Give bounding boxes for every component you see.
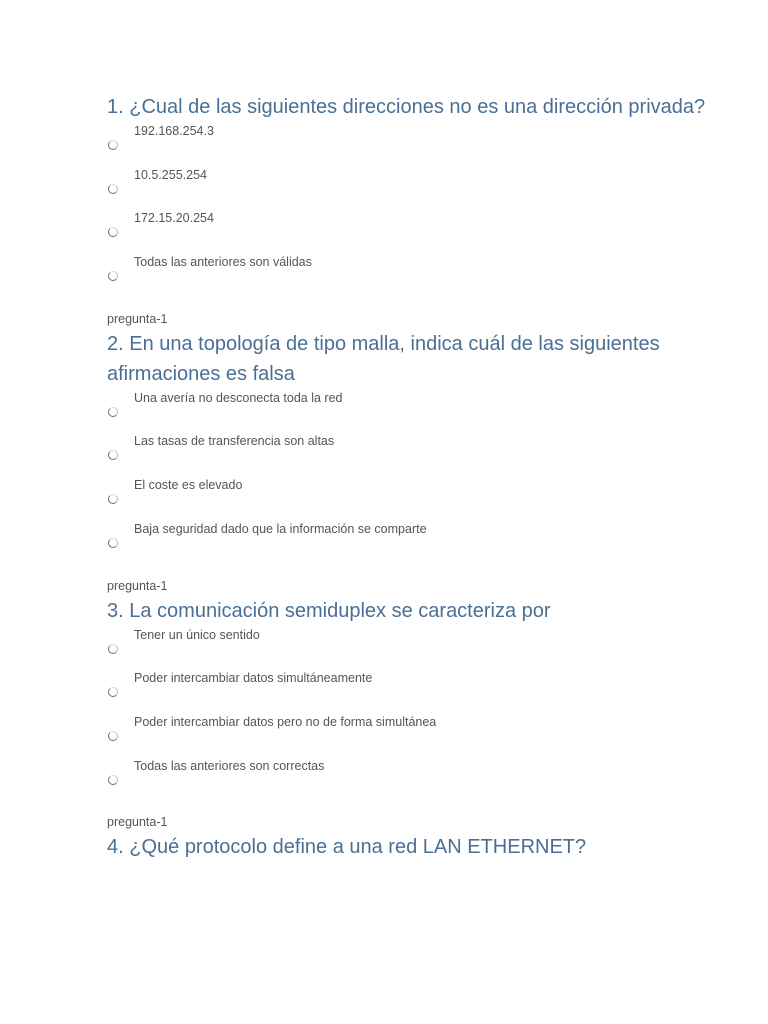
question-tag: pregunta-1	[107, 311, 168, 326]
question-title: 4. ¿Qué protocolo define a una red LAN ETHERNET?	[107, 836, 587, 859]
option-label: Poder intercambiar datos simultáneamente	[134, 671, 373, 686]
question-4	[107, 814, 707, 862]
option-label: 192.168.254.3	[134, 124, 214, 138]
option	[107, 166, 707, 210]
option-label: Todas las anteriores son válidas	[134, 255, 312, 270]
radio-button[interactable]	[108, 538, 118, 548]
option	[107, 209, 707, 253]
question-title: 2. En una topología de tipo malla, indica cuál de las siguientes afirmaciones es falsa	[107, 332, 660, 385]
option	[107, 122, 707, 166]
option	[107, 253, 707, 297]
option-label: Tener un único sentido	[134, 627, 260, 642]
radio-button[interactable]	[108, 731, 118, 741]
question-2	[107, 311, 707, 564]
option	[107, 520, 707, 564]
option-label: 10.5.255.254	[134, 167, 207, 182]
radio-button[interactable]	[108, 775, 118, 785]
option-label: Todas las anteriores son correctas	[134, 758, 325, 773]
option-label: Baja seguridad dado que la información se comparte	[134, 521, 427, 536]
radio-button[interactable]	[108, 407, 118, 417]
radio-button[interactable]	[108, 494, 118, 504]
question-tag: pregunta-1	[107, 578, 168, 593]
radio-button[interactable]	[108, 271, 118, 281]
option	[107, 713, 707, 757]
option-label: Poder intercambiar datos pero no de forma simultánea	[134, 714, 437, 729]
option-label: El coste es elevado	[134, 478, 243, 493]
option	[107, 757, 707, 801]
radio-button[interactable]	[108, 184, 118, 194]
options-list	[107, 389, 707, 564]
radio-button[interactable]	[108, 140, 118, 150]
radio-button[interactable]	[108, 644, 118, 654]
radio-button[interactable]	[108, 450, 118, 460]
question-title: 1. ¿Cual de las siguientes direcciones no es una dirección privada?	[107, 96, 706, 118]
option-label: 172.15.20.254	[134, 211, 214, 226]
option	[107, 389, 707, 433]
radio-button[interactable]	[108, 687, 118, 697]
question-1	[107, 92, 707, 297]
quiz-document	[107, 92, 707, 862]
option	[107, 476, 707, 520]
option	[107, 432, 707, 476]
options-list	[107, 626, 707, 801]
question-tag: pregunta-1	[107, 815, 168, 830]
radio-button[interactable]	[108, 227, 118, 237]
option-label: Las tasas de transferencia son altas	[134, 434, 335, 449]
question-title: 3. La comunicación semiduplex se caracteriza por	[107, 599, 551, 622]
option	[107, 626, 707, 670]
options-list	[107, 122, 707, 297]
question-3	[107, 578, 707, 801]
option-label: Una avería no desconecta toda la red	[134, 390, 343, 405]
option	[107, 669, 707, 713]
